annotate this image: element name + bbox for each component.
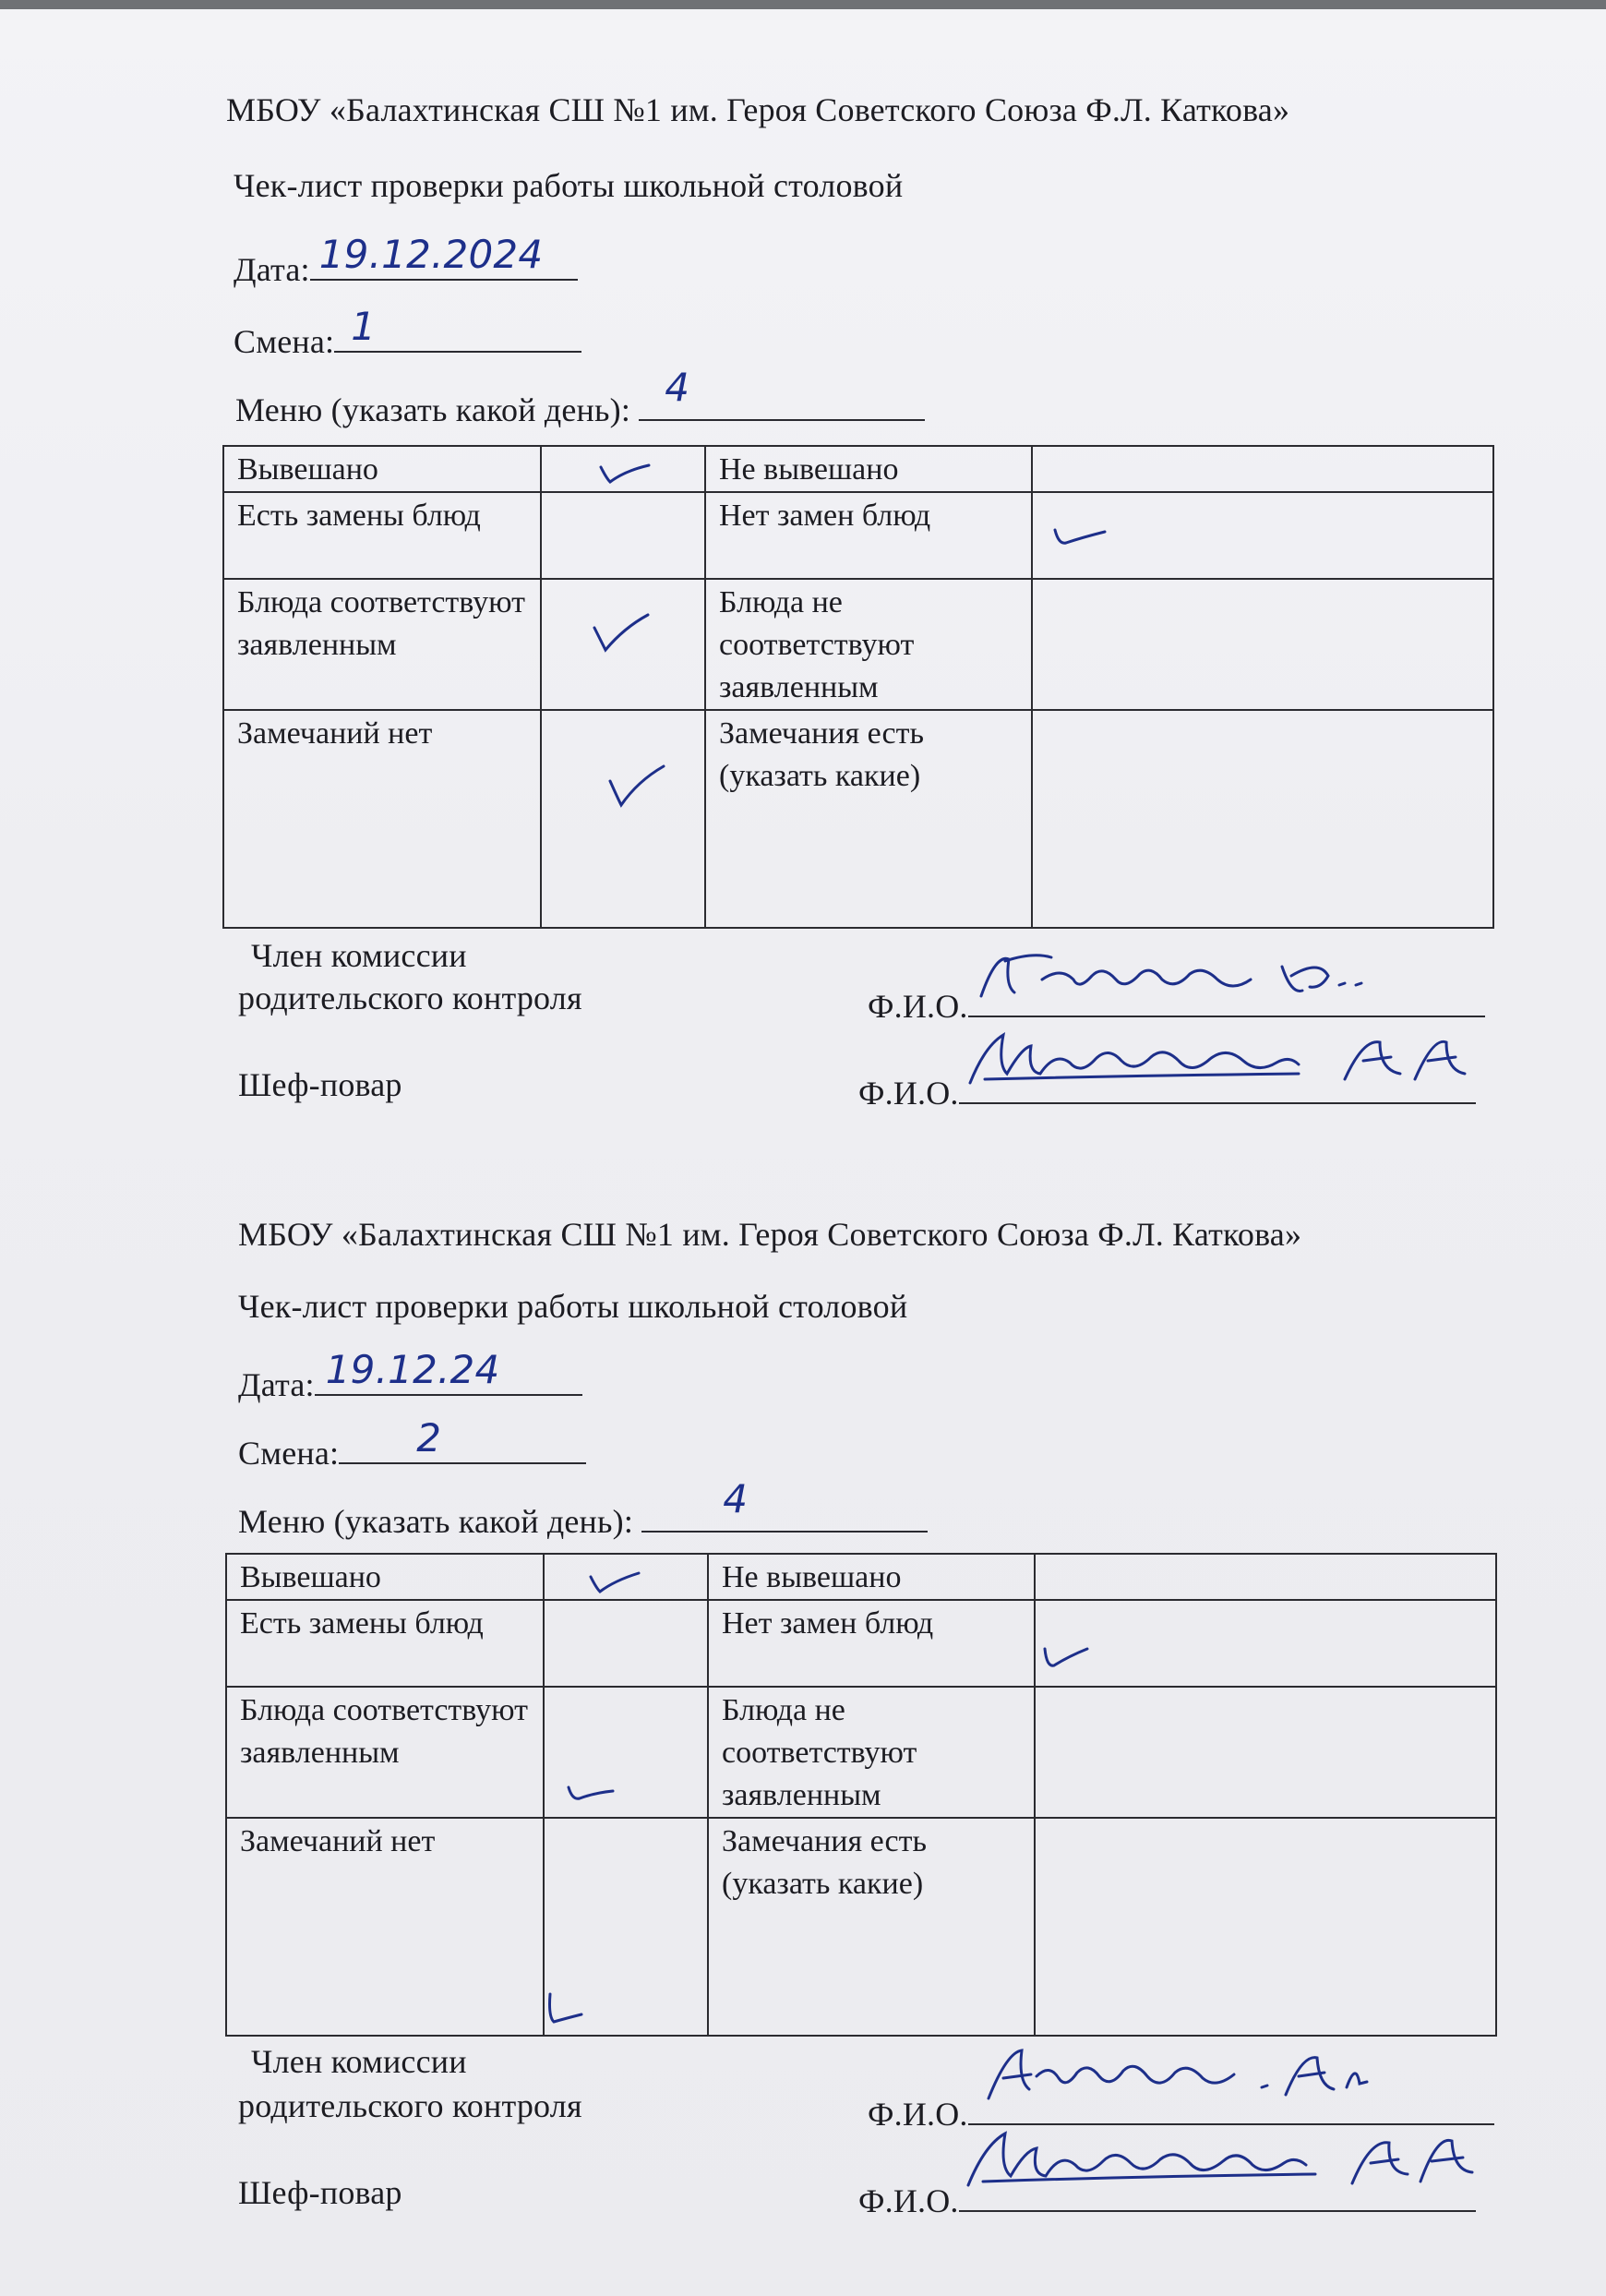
menu-field	[639, 365, 925, 421]
shift-handwritten: 2	[416, 1415, 442, 1461]
criterion-cell: Блюда не соответствуют заявленным	[708, 1687, 1035, 1818]
date-field	[310, 232, 578, 281]
table-row	[226, 1600, 1496, 1687]
criterion-cell: Есть замены блюд	[226, 1600, 544, 1687]
check-cell	[1035, 1554, 1496, 1600]
chef-signature	[965, 2124, 1481, 2206]
chef-signature-field	[959, 2173, 1476, 2212]
menu-row	[238, 1476, 928, 1541]
check-cell	[541, 492, 705, 579]
table-row	[223, 446, 1493, 492]
shift-label: Смена:	[238, 1435, 340, 1472]
chef-signature	[966, 1028, 1483, 1100]
member-signature-field	[968, 2086, 1494, 2125]
check-cell	[544, 1554, 708, 1600]
criterion-cell: Блюда не соответствуют заявленным	[705, 579, 1032, 710]
member-label-line-2: родительского контроля	[238, 980, 582, 1016]
checklist-title: Чек-лист проверки работы школьной столовой	[234, 167, 904, 204]
criterion-cell: Блюда соответствуют заявленным	[223, 579, 541, 710]
check-cell	[541, 579, 705, 710]
table-row	[223, 710, 1493, 928]
checkmark-icon	[1041, 1641, 1097, 1678]
criterion-cell: Не вывешано	[708, 1554, 1035, 1600]
member-label-line-2: родительского контроля	[238, 2087, 582, 2124]
date-label: Дата:	[238, 1366, 315, 1403]
criterion-cell: Блюда соответствуют заявленным	[226, 1687, 544, 1818]
checklist-table	[222, 445, 1494, 929]
check-cell	[1032, 492, 1493, 579]
shift-row	[234, 304, 581, 361]
fio-label: Ф.И.О.	[868, 2096, 968, 2133]
criterion-cell: Замечания есть (указать какие)	[708, 1818, 1035, 2036]
fio-label: Ф.И.О.	[858, 2182, 959, 2219]
check-cell	[1035, 1600, 1496, 1687]
member-fio-row	[868, 979, 1485, 1026]
check-cell	[541, 446, 705, 492]
member-label-line-1: Член комиссии	[251, 2043, 467, 2080]
date-field	[315, 1347, 582, 1396]
criterion-cell: Замечаний нет	[223, 710, 541, 928]
menu-field	[641, 1476, 928, 1533]
criterion-cell: Нет замен блюд	[705, 492, 1032, 579]
criterion-cell: Замечания есть (указать какие)	[705, 710, 1032, 928]
table-row	[226, 1818, 1496, 2036]
member-label-line-1: Член комиссии	[251, 937, 467, 974]
table-row	[226, 1554, 1496, 1600]
check-cell	[1032, 446, 1493, 492]
check-cell	[544, 1687, 708, 1818]
menu-label: Меню (указать какой день):	[238, 1503, 634, 1540]
check-cell	[544, 1818, 708, 2036]
member-signature	[977, 948, 1374, 1012]
org-heading: МБОУ «Балахтинская СШ №1 им. Героя Советского Союза Ф.Л. Каткова»	[226, 91, 1290, 128]
checkmark-icon	[1051, 521, 1107, 558]
check-cell	[544, 1600, 708, 1687]
criterion-cell: Нет замен блюд	[708, 1600, 1035, 1687]
criterion-cell: Есть замены блюд	[223, 492, 541, 579]
fio-label: Ф.И.О.	[868, 988, 968, 1025]
check-cell	[1032, 710, 1493, 928]
shift-field	[334, 304, 581, 353]
checkmark-icon	[608, 768, 664, 805]
menu-handwritten: 4	[665, 365, 690, 410]
date-label: Дата:	[234, 251, 310, 288]
scan-top-edge	[0, 0, 1606, 9]
fio-label: Ф.И.О.	[858, 1075, 959, 1112]
checkmark-icon	[565, 1776, 620, 1813]
shift-row	[238, 1415, 586, 1473]
member-signature-field	[968, 979, 1485, 1017]
table-row	[223, 492, 1493, 579]
checkmark-icon	[593, 615, 648, 652]
menu-row	[235, 365, 925, 429]
checkmark-icon	[597, 451, 653, 487]
check-cell	[541, 710, 705, 928]
date-row	[234, 232, 578, 289]
org-heading: МБОУ «Балахтинская СШ №1 им. Героя Советского Союза Ф.Л. Каткова»	[238, 1216, 1302, 1253]
date-row	[238, 1347, 582, 1404]
chef-label: Шеф-повар	[238, 2174, 402, 2211]
shift-label: Смена:	[234, 323, 335, 360]
shift-handwritten: 1	[351, 304, 377, 349]
checkmark-icon	[587, 1560, 642, 1597]
shift-field	[339, 1415, 586, 1464]
checklist-title: Чек-лист проверки работы школьной столовой	[238, 1288, 908, 1325]
criterion-cell: Замечаний нет	[226, 1818, 544, 2036]
criterion-cell: Вывешано	[226, 1554, 544, 1600]
criterion-cell: Не вывешано	[705, 446, 1032, 492]
checklist-table	[225, 1553, 1497, 2037]
chef-signature-field	[959, 1065, 1476, 1104]
chef-fio-row	[858, 1065, 1476, 1112]
check-cell	[1035, 1818, 1496, 2036]
table-row	[223, 579, 1493, 710]
chef-label: Шеф-повар	[238, 1066, 402, 1103]
checkmark-icon	[545, 1994, 600, 2031]
member-signature	[985, 2043, 1372, 2116]
date-handwritten: 19.12.24	[325, 1347, 500, 1392]
table-row	[226, 1687, 1496, 1818]
chef-fio-row	[858, 2173, 1476, 2220]
menu-handwritten: 4	[723, 1476, 749, 1521]
check-cell	[1032, 579, 1493, 710]
menu-label: Меню (указать какой день):	[235, 391, 631, 428]
check-cell	[1035, 1687, 1496, 1818]
criterion-cell: Вывешано	[223, 446, 541, 492]
date-handwritten: 19.12.2024	[318, 232, 544, 277]
paper-sheet	[0, 9, 1606, 2296]
